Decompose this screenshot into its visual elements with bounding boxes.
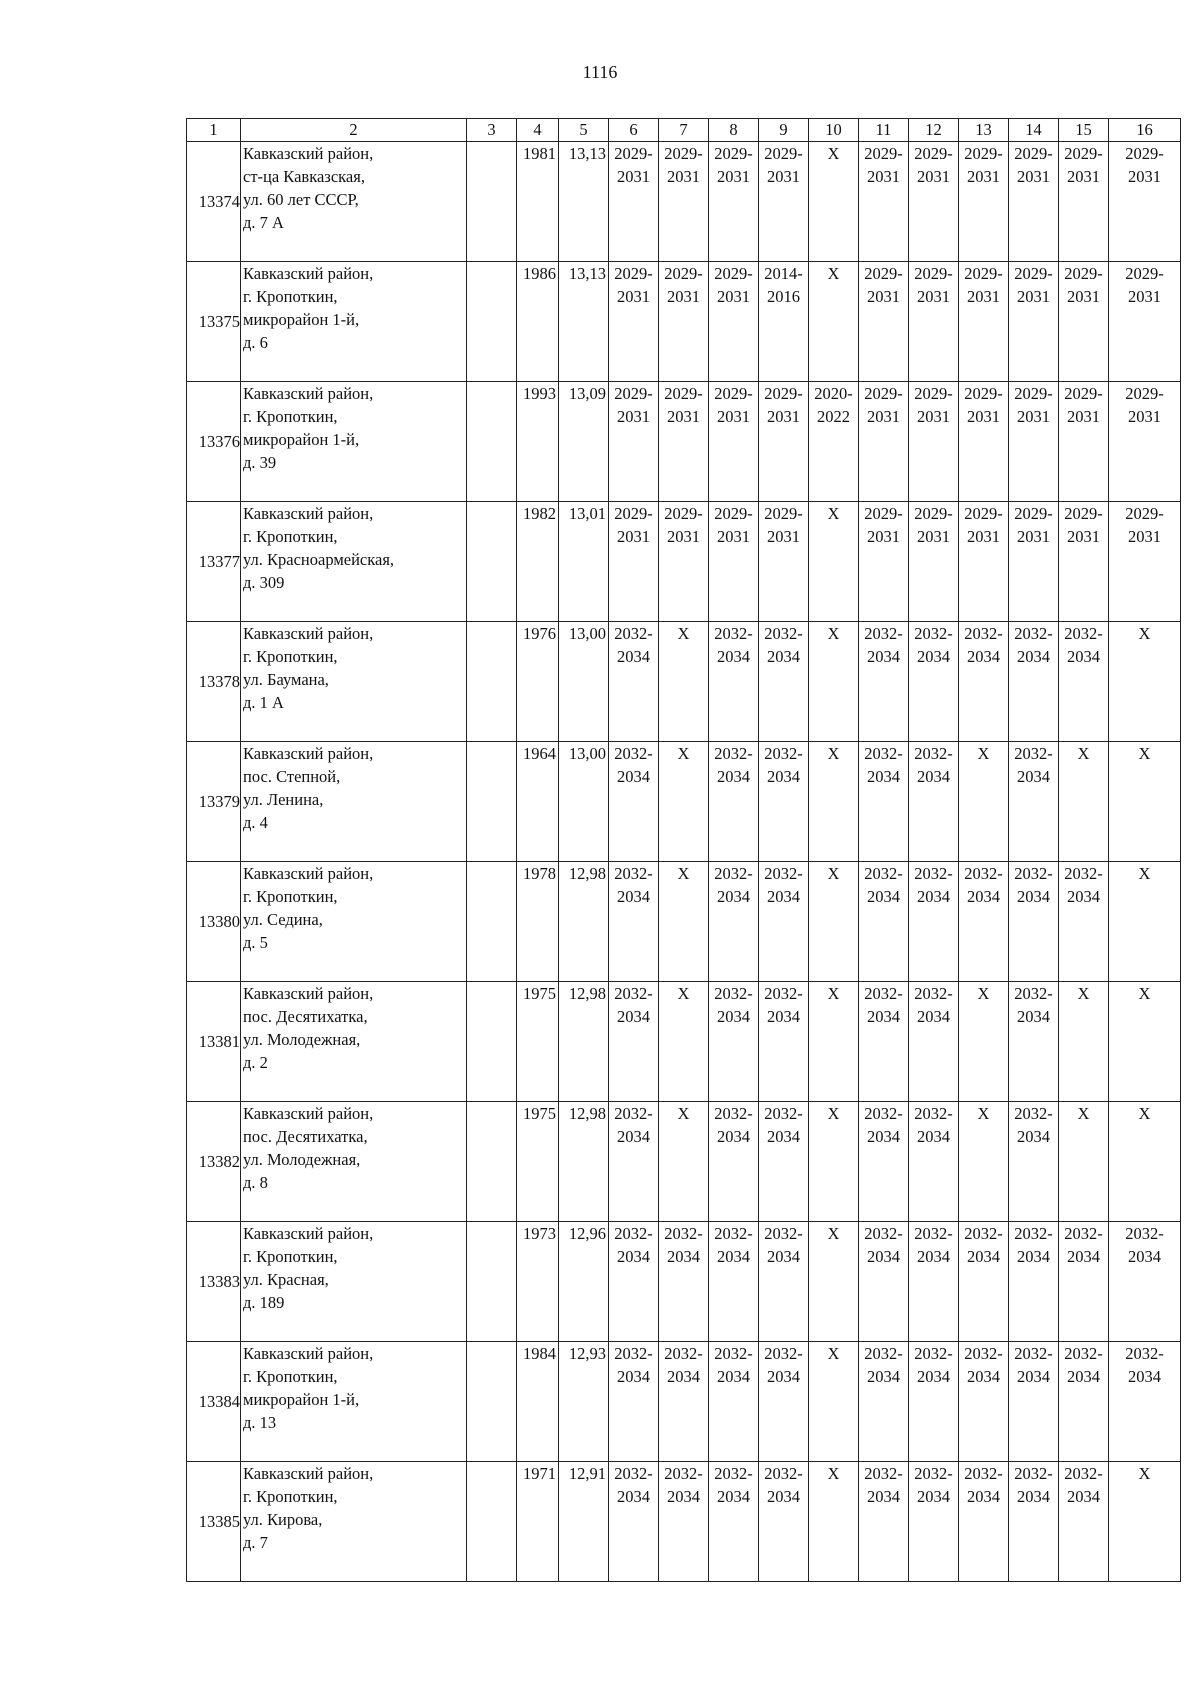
period-cell-col-15: 2029- 2031 bbox=[1059, 142, 1109, 262]
period-cell-col-16: Х bbox=[1109, 622, 1181, 742]
period-cell-col-9: 2032- 2034 bbox=[759, 1342, 809, 1462]
row-year: 1978 bbox=[517, 862, 559, 982]
table-row bbox=[187, 142, 1181, 262]
period-cell-col-7: Х bbox=[659, 1102, 709, 1222]
period-cell-col-16: 2029- 2031 bbox=[1109, 502, 1181, 622]
row-id: 13378 bbox=[187, 622, 241, 742]
period-cell-col-9: 2032- 2034 bbox=[759, 982, 809, 1102]
row-value: 13,13 bbox=[559, 142, 609, 262]
period-cell-col-10: 2020- 2022 bbox=[809, 382, 859, 502]
period-cell-col-15: 2032- 2034 bbox=[1059, 1222, 1109, 1342]
row-address: Кавказский район, г. Кропоткин, ул. Седина, д. 5 bbox=[241, 862, 467, 982]
table-row bbox=[187, 502, 1181, 622]
row-id: 13375 bbox=[187, 262, 241, 382]
table-row bbox=[187, 1462, 1181, 1582]
row-address: Кавказский район, пос. Десятихатка, ул. Молодежная, д. 2 bbox=[241, 982, 467, 1102]
period-cell-col-12: 2032- 2034 bbox=[909, 742, 959, 862]
period-cell-col-15: Х bbox=[1059, 982, 1109, 1102]
row-year: 1964 bbox=[517, 742, 559, 862]
period-cell-col-11: 2029- 2031 bbox=[859, 502, 909, 622]
row-year: 1986 bbox=[517, 262, 559, 382]
column-header-12: 12 bbox=[909, 119, 959, 142]
period-cell-col-12: 2029- 2031 bbox=[909, 502, 959, 622]
period-cell-col-11: 2032- 2034 bbox=[859, 982, 909, 1102]
period-cell-col-12: 2032- 2034 bbox=[909, 1222, 959, 1342]
period-cell-col-16: 2032- 2034 bbox=[1109, 1342, 1181, 1462]
period-cell-col-10: Х bbox=[809, 742, 859, 862]
row-address: Кавказский район, г. Кропоткин, микрорайон 1-й, д. 39 bbox=[241, 382, 467, 502]
row-id: 13382 bbox=[187, 1102, 241, 1222]
period-cell-col-6: 2029- 2031 bbox=[609, 262, 659, 382]
header-row bbox=[187, 119, 1181, 142]
row-address: Кавказский район, г. Кропоткин, ул. Красноармейская, д. 309 bbox=[241, 502, 467, 622]
row-value: 13,00 bbox=[559, 622, 609, 742]
table-row bbox=[187, 862, 1181, 982]
row-col3 bbox=[467, 982, 517, 1102]
table-row bbox=[187, 1342, 1181, 1462]
period-cell-col-15: 2032- 2034 bbox=[1059, 862, 1109, 982]
row-value: 13,13 bbox=[559, 262, 609, 382]
column-header-1: 1 bbox=[187, 119, 241, 142]
period-cell-col-13: 2032- 2034 bbox=[959, 1462, 1009, 1582]
row-id: 13384 bbox=[187, 1342, 241, 1462]
period-cell-col-11: 2032- 2034 bbox=[859, 742, 909, 862]
row-year: 1973 bbox=[517, 1222, 559, 1342]
row-id: 13383 bbox=[187, 1222, 241, 1342]
period-cell-col-6: 2032- 2034 bbox=[609, 622, 659, 742]
period-cell-col-8: 2032- 2034 bbox=[709, 862, 759, 982]
period-cell-col-16: 2029- 2031 bbox=[1109, 262, 1181, 382]
row-address: Кавказский район, г. Кропоткин, ул. Кирова, д. 7 bbox=[241, 1462, 467, 1582]
period-cell-col-14: 2032- 2034 bbox=[1009, 622, 1059, 742]
period-cell-col-6: 2032- 2034 bbox=[609, 1342, 659, 1462]
period-cell-col-10: Х bbox=[809, 1102, 859, 1222]
period-cell-col-12: 2029- 2031 bbox=[909, 262, 959, 382]
row-year: 1975 bbox=[517, 1102, 559, 1222]
row-address: Кавказский район, пос. Степной, ул. Ленина, д. 4 bbox=[241, 742, 467, 862]
row-col3 bbox=[467, 1222, 517, 1342]
period-cell-col-7: 2032- 2034 bbox=[659, 1222, 709, 1342]
period-cell-col-14: 2029- 2031 bbox=[1009, 502, 1059, 622]
row-id: 13385 bbox=[187, 1462, 241, 1582]
column-header-3: 3 bbox=[467, 119, 517, 142]
column-header-13: 13 bbox=[959, 119, 1009, 142]
period-cell-col-15: 2029- 2031 bbox=[1059, 382, 1109, 502]
column-header-8: 8 bbox=[709, 119, 759, 142]
period-cell-col-6: 2032- 2034 bbox=[609, 982, 659, 1102]
column-header-7: 7 bbox=[659, 119, 709, 142]
column-header-2: 2 bbox=[241, 119, 467, 142]
row-value: 12,91 bbox=[559, 1462, 609, 1582]
period-cell-col-13: 2032- 2034 bbox=[959, 1342, 1009, 1462]
period-cell-col-12: 2032- 2034 bbox=[909, 862, 959, 982]
period-cell-col-6: 2032- 2034 bbox=[609, 1462, 659, 1582]
period-cell-col-8: 2032- 2034 bbox=[709, 622, 759, 742]
period-cell-col-13: 2032- 2034 bbox=[959, 1222, 1009, 1342]
period-cell-col-8: 2032- 2034 bbox=[709, 1222, 759, 1342]
row-col3 bbox=[467, 502, 517, 622]
period-cell-col-12: 2032- 2034 bbox=[909, 982, 959, 1102]
period-cell-col-16: Х bbox=[1109, 742, 1181, 862]
period-cell-col-7: 2032- 2034 bbox=[659, 1462, 709, 1582]
period-cell-col-10: Х bbox=[809, 622, 859, 742]
period-cell-col-13: Х bbox=[959, 742, 1009, 862]
row-col3 bbox=[467, 1462, 517, 1582]
period-cell-col-9: 2032- 2034 bbox=[759, 1462, 809, 1582]
row-id: 13379 bbox=[187, 742, 241, 862]
column-header-4: 4 bbox=[517, 119, 559, 142]
period-cell-col-14: 2032- 2034 bbox=[1009, 742, 1059, 862]
period-cell-col-8: 2029- 2031 bbox=[709, 382, 759, 502]
period-cell-col-9: 2014- 2016 bbox=[759, 262, 809, 382]
row-year: 1984 bbox=[517, 1342, 559, 1462]
row-value: 13,00 bbox=[559, 742, 609, 862]
row-year: 1971 bbox=[517, 1462, 559, 1582]
period-cell-col-11: 2032- 2034 bbox=[859, 1222, 909, 1342]
period-cell-col-12: 2032- 2034 bbox=[909, 622, 959, 742]
row-year: 1993 bbox=[517, 382, 559, 502]
row-year: 1976 bbox=[517, 622, 559, 742]
period-cell-col-10: Х bbox=[809, 142, 859, 262]
period-cell-col-14: 2032- 2034 bbox=[1009, 1462, 1059, 1582]
period-cell-col-9: 2032- 2034 bbox=[759, 742, 809, 862]
table-row bbox=[187, 1102, 1181, 1222]
period-cell-col-12: 2032- 2034 bbox=[909, 1342, 959, 1462]
period-cell-col-13: 2029- 2031 bbox=[959, 382, 1009, 502]
table-row bbox=[187, 382, 1181, 502]
period-cell-col-13: Х bbox=[959, 1102, 1009, 1222]
period-cell-col-16: 2029- 2031 bbox=[1109, 142, 1181, 262]
period-cell-col-15: Х bbox=[1059, 742, 1109, 862]
period-cell-col-8: 2032- 2034 bbox=[709, 1342, 759, 1462]
period-cell-col-7: Х bbox=[659, 622, 709, 742]
period-cell-col-10: Х bbox=[809, 502, 859, 622]
period-cell-col-7: 2029- 2031 bbox=[659, 262, 709, 382]
period-cell-col-10: Х bbox=[809, 1222, 859, 1342]
period-cell-col-6: 2029- 2031 bbox=[609, 502, 659, 622]
period-cell-col-16: Х bbox=[1109, 862, 1181, 982]
period-cell-col-7: Х bbox=[659, 742, 709, 862]
row-id: 13381 bbox=[187, 982, 241, 1102]
period-cell-col-7: Х bbox=[659, 862, 709, 982]
period-cell-col-14: 2032- 2034 bbox=[1009, 1102, 1059, 1222]
period-cell-col-12: 2032- 2034 bbox=[909, 1462, 959, 1582]
period-cell-col-6: 2032- 2034 bbox=[609, 1222, 659, 1342]
period-cell-col-11: 2032- 2034 bbox=[859, 622, 909, 742]
row-id: 13377 bbox=[187, 502, 241, 622]
row-value: 12,93 bbox=[559, 1342, 609, 1462]
row-address: Кавказский район, г. Кропоткин, микрорайон 1-й, д. 6 bbox=[241, 262, 467, 382]
column-header-9: 9 bbox=[759, 119, 809, 142]
period-cell-col-6: 2032- 2034 bbox=[609, 1102, 659, 1222]
page-number: 1116 bbox=[582, 62, 618, 82]
row-address: Кавказский район, г. Кропоткин, ул. Баумана, д. 1 А bbox=[241, 622, 467, 742]
period-cell-col-11: 2029- 2031 bbox=[859, 142, 909, 262]
period-cell-col-15: 2029- 2031 bbox=[1059, 502, 1109, 622]
period-cell-col-16: 2032- 2034 bbox=[1109, 1222, 1181, 1342]
row-year: 1982 bbox=[517, 502, 559, 622]
row-id: 13380 bbox=[187, 862, 241, 982]
period-cell-col-8: 2029- 2031 bbox=[709, 262, 759, 382]
table-row bbox=[187, 982, 1181, 1102]
row-col3 bbox=[467, 1102, 517, 1222]
table-row bbox=[187, 1222, 1181, 1342]
row-col3 bbox=[467, 142, 517, 262]
period-cell-col-16: 2029- 2031 bbox=[1109, 382, 1181, 502]
period-cell-col-10: Х bbox=[809, 262, 859, 382]
period-cell-col-7: 2032- 2034 bbox=[659, 1342, 709, 1462]
period-cell-col-16: Х bbox=[1109, 1102, 1181, 1222]
period-cell-col-11: 2032- 2034 bbox=[859, 1462, 909, 1582]
row-year: 1975 bbox=[517, 982, 559, 1102]
table-row bbox=[187, 622, 1181, 742]
row-value: 13,09 bbox=[559, 382, 609, 502]
period-cell-col-15: 2032- 2034 bbox=[1059, 622, 1109, 742]
period-cell-col-13: Х bbox=[959, 982, 1009, 1102]
period-cell-col-14: 2032- 2034 bbox=[1009, 1342, 1059, 1462]
period-cell-col-12: 2032- 2034 bbox=[909, 1102, 959, 1222]
table-row bbox=[187, 262, 1181, 382]
row-col3 bbox=[467, 742, 517, 862]
period-cell-col-15: 2032- 2034 bbox=[1059, 1462, 1109, 1582]
row-col3 bbox=[467, 382, 517, 502]
period-cell-col-14: 2029- 2031 bbox=[1009, 382, 1059, 502]
column-header-6: 6 bbox=[609, 119, 659, 142]
period-cell-col-13: 2032- 2034 bbox=[959, 622, 1009, 742]
row-col3 bbox=[467, 622, 517, 742]
period-cell-col-6: 2032- 2034 bbox=[609, 862, 659, 982]
period-cell-col-7: Х bbox=[659, 982, 709, 1102]
period-cell-col-13: 2029- 2031 bbox=[959, 262, 1009, 382]
period-cell-col-16: Х bbox=[1109, 1462, 1181, 1582]
period-cell-col-12: 2029- 2031 bbox=[909, 142, 959, 262]
period-cell-col-14: 2032- 2034 bbox=[1009, 862, 1059, 982]
period-cell-col-7: 2029- 2031 bbox=[659, 142, 709, 262]
period-cell-col-9: 2032- 2034 bbox=[759, 1102, 809, 1222]
row-col3 bbox=[467, 262, 517, 382]
period-cell-col-6: 2029- 2031 bbox=[609, 142, 659, 262]
column-header-16: 16 bbox=[1109, 119, 1181, 142]
period-cell-col-12: 2029- 2031 bbox=[909, 382, 959, 502]
period-cell-col-11: 2029- 2031 bbox=[859, 382, 909, 502]
row-value: 12,98 bbox=[559, 982, 609, 1102]
period-cell-col-15: Х bbox=[1059, 1102, 1109, 1222]
period-cell-col-7: 2029- 2031 bbox=[659, 382, 709, 502]
period-cell-col-8: 2032- 2034 bbox=[709, 1462, 759, 1582]
row-id: 13374 bbox=[187, 142, 241, 262]
period-cell-col-14: 2032- 2034 bbox=[1009, 982, 1059, 1102]
column-header-10: 10 bbox=[809, 119, 859, 142]
period-cell-col-10: Х bbox=[809, 1342, 859, 1462]
row-id: 13376 bbox=[187, 382, 241, 502]
period-cell-col-15: 2032- 2034 bbox=[1059, 1342, 1109, 1462]
period-cell-col-10: Х bbox=[809, 862, 859, 982]
row-address: Кавказский район, г. Кропоткин, ул. Красная, д. 189 bbox=[241, 1222, 467, 1342]
period-cell-col-8: 2032- 2034 bbox=[709, 1102, 759, 1222]
row-col3 bbox=[467, 862, 517, 982]
period-cell-col-8: 2032- 2034 bbox=[709, 742, 759, 862]
row-address: Кавказский район, пос. Десятихатка, ул. Молодежная, д. 8 bbox=[241, 1102, 467, 1222]
period-cell-col-14: 2029- 2031 bbox=[1009, 142, 1059, 262]
table-row bbox=[187, 742, 1181, 862]
period-cell-col-15: 2029- 2031 bbox=[1059, 262, 1109, 382]
period-cell-col-14: 2032- 2034 bbox=[1009, 1222, 1059, 1342]
period-cell-col-9: 2032- 2034 bbox=[759, 1222, 809, 1342]
period-cell-col-11: 2032- 2034 bbox=[859, 1342, 909, 1462]
period-cell-col-10: Х bbox=[809, 982, 859, 1102]
period-cell-col-13: 2029- 2031 bbox=[959, 502, 1009, 622]
row-value: 12,98 bbox=[559, 862, 609, 982]
period-cell-col-6: 2029- 2031 bbox=[609, 382, 659, 502]
period-cell-col-9: 2032- 2034 bbox=[759, 862, 809, 982]
period-cell-col-10: Х bbox=[809, 1462, 859, 1582]
period-cell-col-11: 2029- 2031 bbox=[859, 262, 909, 382]
column-header-11: 11 bbox=[859, 119, 909, 142]
period-cell-col-8: 2032- 2034 bbox=[709, 982, 759, 1102]
column-header-15: 15 bbox=[1059, 119, 1109, 142]
period-cell-col-9: 2029- 2031 bbox=[759, 382, 809, 502]
row-value: 12,98 bbox=[559, 1102, 609, 1222]
period-cell-col-6: 2032- 2034 bbox=[609, 742, 659, 862]
row-address: Кавказский район, г. Кропоткин, микрорайон 1-й, д. 13 bbox=[241, 1342, 467, 1462]
table-body bbox=[187, 142, 1181, 1582]
period-cell-col-13: 2032- 2034 bbox=[959, 862, 1009, 982]
period-cell-col-9: 2029- 2031 bbox=[759, 502, 809, 622]
period-cell-col-16: Х bbox=[1109, 982, 1181, 1102]
row-value: 12,96 bbox=[559, 1222, 609, 1342]
period-cell-col-11: 2032- 2034 bbox=[859, 1102, 909, 1222]
period-cell-col-11: 2032- 2034 bbox=[859, 862, 909, 982]
column-header-5: 5 bbox=[559, 119, 609, 142]
register-table bbox=[186, 118, 1181, 1582]
row-col3 bbox=[467, 1342, 517, 1462]
period-cell-col-9: 2029- 2031 bbox=[759, 142, 809, 262]
period-cell-col-8: 2029- 2031 bbox=[709, 502, 759, 622]
period-cell-col-9: 2032- 2034 bbox=[759, 622, 809, 742]
period-cell-col-8: 2029- 2031 bbox=[709, 142, 759, 262]
period-cell-col-13: 2029- 2031 bbox=[959, 142, 1009, 262]
row-address: Кавказский район, ст-ца Кавказская, ул. 60 лет СССР, д. 7 А bbox=[241, 142, 467, 262]
row-value: 13,01 bbox=[559, 502, 609, 622]
row-year: 1981 bbox=[517, 142, 559, 262]
period-cell-col-7: 2029- 2031 bbox=[659, 502, 709, 622]
period-cell-col-14: 2029- 2031 bbox=[1009, 262, 1059, 382]
column-header-14: 14 bbox=[1009, 119, 1059, 142]
